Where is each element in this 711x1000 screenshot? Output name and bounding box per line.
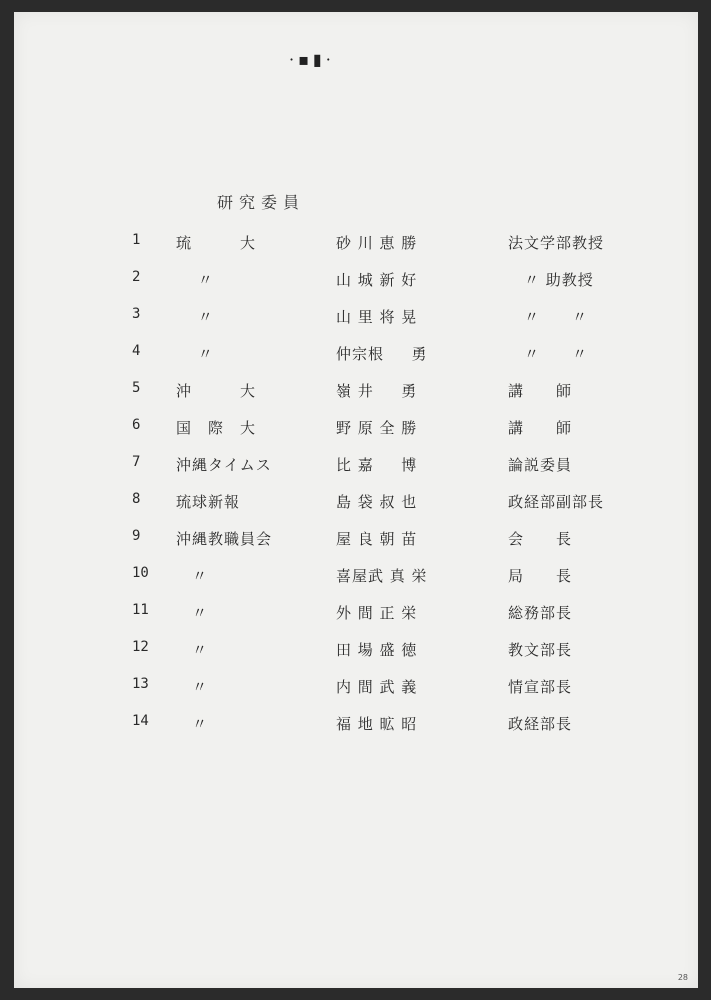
member-number: 9 — [132, 528, 141, 544]
member-affiliation: 沖縄タイムス — [176, 456, 272, 474]
member-name: 山 城 新 好 — [336, 271, 418, 289]
member-number: 5 — [132, 380, 141, 396]
member-affiliation: 沖 大 — [176, 382, 257, 400]
member-row — [14, 528, 698, 552]
member-number: 7 — [132, 454, 141, 470]
member-name: 野 原 全 勝 — [336, 419, 418, 437]
member-affiliation: 〃 — [176, 271, 214, 289]
member-affiliation: 〃 — [176, 345, 214, 363]
member-position: 政経部副部長 — [508, 493, 605, 511]
member-row — [14, 232, 698, 256]
member-affiliation: 〃 — [176, 641, 209, 659]
member-position: 情宣部長 — [508, 678, 573, 696]
member-number: 6 — [132, 417, 141, 433]
member-position: 局 長 — [508, 567, 573, 585]
member-name: 喜屋武 真 栄 — [336, 567, 428, 585]
member-row — [14, 639, 698, 663]
header-mark: ·▪▮· — [289, 50, 335, 69]
member-row — [14, 269, 698, 293]
member-number: 13 — [132, 676, 149, 692]
member-affiliation: 〃 — [176, 308, 214, 326]
member-row — [14, 343, 698, 367]
member-row — [14, 565, 698, 589]
member-affiliation: 〃 — [176, 678, 209, 696]
member-name: 屋 良 朝 苗 — [336, 530, 418, 548]
member-position: 講 師 — [508, 382, 573, 400]
document-page — [14, 12, 698, 988]
member-name: 内 間 武 義 — [336, 678, 418, 696]
member-row — [14, 417, 698, 441]
member-number: 11 — [132, 602, 149, 618]
member-row — [14, 602, 698, 626]
member-position: 政経部長 — [508, 715, 573, 733]
member-position: 論説委員 — [508, 456, 573, 474]
member-position: 総務部長 — [508, 604, 573, 622]
member-affiliation: 琉 大 — [176, 234, 257, 252]
member-name: 比 嘉 博 — [336, 456, 418, 474]
member-row — [14, 380, 698, 404]
member-row — [14, 454, 698, 478]
member-position: 〃 〃 — [508, 345, 589, 363]
member-position: 講 師 — [508, 419, 573, 437]
member-affiliation: 国 際 大 — [176, 419, 257, 437]
member-affiliation: 〃 — [176, 715, 209, 733]
member-position: 〃 助教授 — [508, 271, 594, 289]
member-name: 外 間 正 栄 — [336, 604, 418, 622]
member-name: 山 里 将 晃 — [336, 308, 418, 326]
member-affiliation: 沖縄教職員会 — [176, 530, 273, 548]
member-number: 3 — [132, 306, 141, 322]
member-affiliation: 〃 — [176, 604, 209, 622]
page-title: 研究委員 — [217, 193, 306, 212]
member-position: 法文学部教授 — [508, 234, 605, 252]
member-number: 10 — [132, 565, 149, 581]
member-row — [14, 676, 698, 700]
member-position: 〃 〃 — [508, 308, 589, 326]
member-number: 12 — [132, 639, 149, 655]
member-affiliation: 〃 — [176, 567, 209, 585]
member-row — [14, 713, 698, 737]
member-name: 砂 川 恵 勝 — [336, 234, 418, 252]
member-name: 仲宗根 勇 — [336, 345, 428, 363]
member-row — [14, 306, 698, 330]
member-name: 嶺 井 勇 — [336, 382, 418, 400]
member-number: 8 — [132, 491, 141, 507]
member-name: 福 地 昿 昭 — [336, 715, 418, 733]
member-affiliation: 琉球新報 — [176, 493, 241, 511]
member-name: 島 袋 叔 也 — [336, 493, 418, 511]
member-number: 4 — [132, 343, 141, 359]
member-number: 2 — [132, 269, 141, 285]
member-row — [14, 491, 698, 515]
member-number: 1 — [132, 232, 141, 248]
member-position: 会 長 — [508, 530, 573, 548]
page-number: 28 — [677, 973, 688, 982]
member-name: 田 場 盛 徳 — [336, 641, 418, 659]
member-position: 教文部長 — [508, 641, 573, 659]
member-number: 14 — [132, 713, 149, 729]
